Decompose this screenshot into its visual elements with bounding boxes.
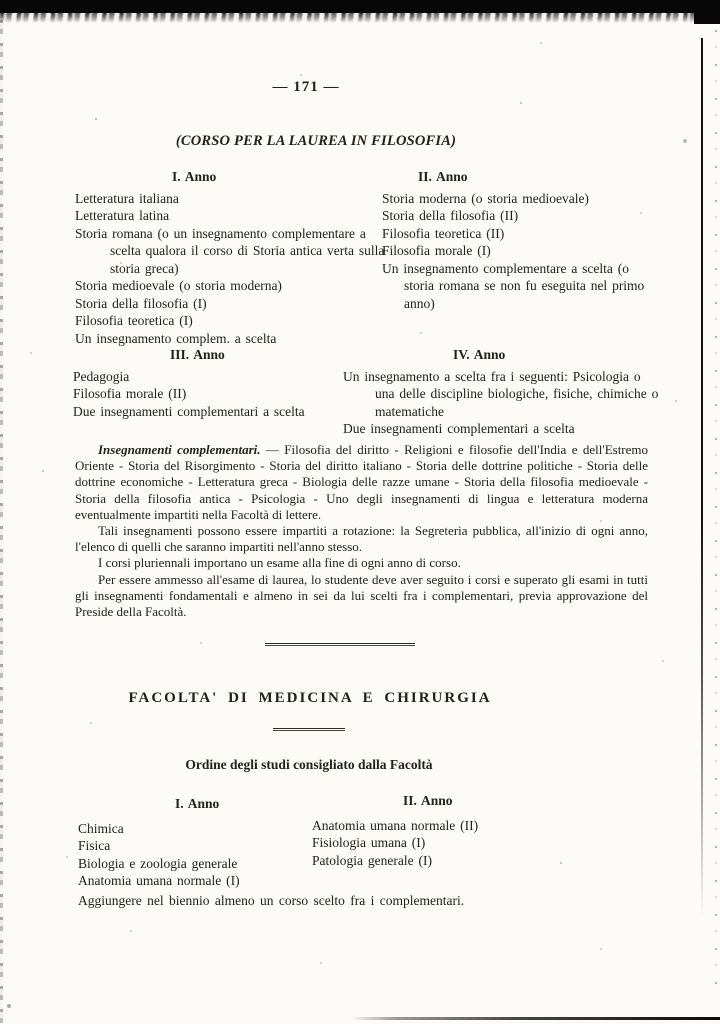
course-item: Pedagogia	[73, 368, 130, 384]
scan-edge-bottom-line	[350, 1017, 720, 1020]
course-item: Anatomia umana normale (II)	[312, 817, 479, 833]
course-item: Patologia generale (I)	[312, 852, 432, 868]
complementary-paragraph	[75, 442, 648, 523]
philosophy-year1-column	[75, 168, 395, 347]
body-paragraph: Tali insegnamenti possono essere impartiti a rotazione: la Segreteria pubblica, all'inizio di ogni anno, l'elenco di quelli che saranno impartiti nell'anno stesso.	[75, 523, 648, 555]
course-item: Anatomia umana normale (I)	[78, 873, 240, 888]
philosophy-notes	[75, 442, 648, 620]
course-item: Due insegnamenti complementari a scelta	[343, 421, 575, 436]
scan-page-fold-line	[701, 38, 703, 918]
course-item: Biologia e zoologia generale	[78, 855, 238, 871]
year-heading: II. Anno	[418, 169, 468, 184]
year-heading: IV. Anno	[453, 347, 506, 362]
scan-edge-top-ragged	[0, 12, 720, 23]
course-item: Filosofia morale (I)	[382, 243, 491, 258]
year-heading: I. Anno	[172, 169, 217, 184]
course-item: Un insegnamento a scelta fra i seguenti: Psicologia o una delle discipline biologiche, fisiche, chimiche o matematiche	[343, 368, 659, 419]
course-item: Storia romana (o un insegnamento complementare a scelta qualora il corso di Storia antica verta sulla storia greca)	[75, 225, 385, 276]
medicine-subtitle: Ordine degli studi consigliato dalla Facoltà	[185, 757, 433, 772]
medicine-note: Aggiungere nel biennio almeno un corso scelto fra i complementari.	[78, 893, 465, 908]
course-item: Un insegnamento complem. a scelta	[75, 330, 277, 346]
complementary-lead: Insegnamenti complementari.	[98, 442, 261, 457]
page-number: — 171 —	[272, 79, 340, 95]
course-item: Storia moderna (o storia medioevale)	[382, 190, 589, 206]
scan-noise-speckles	[0, 0, 2, 2]
course-item: Letteratura italiana	[75, 190, 179, 206]
course-item: Fisica	[78, 838, 111, 853]
course-item: Filosofia morale (II)	[73, 386, 187, 401]
course-item: Storia della filosofia (II)	[382, 208, 519, 223]
year-heading: II. Anno	[403, 793, 453, 808]
course-item: Due insegnamenti complementari a scelta	[73, 403, 305, 419]
medicine-faculty-title: FACOLTA' DI MEDICINA E CHIRURGIA	[128, 690, 492, 706]
medicine-year2-column	[312, 792, 597, 869]
body-paragraph: Per essere ammesso all'esame di laurea, lo studente deve aver seguito i corsi e superato gli esami in tutti gli insegnamenti fondamentali e almeno in sei da lui scelti fra i complementari, previa approvazione del Preside della Facoltà.	[75, 571, 648, 620]
section-divider	[265, 643, 415, 646]
course-item: Letteratura latina	[75, 208, 170, 223]
philosophy-year3-column	[73, 346, 373, 420]
philosophy-course-title: (CORSO PER LA LAUREA IN FILOSOFIA)	[175, 133, 457, 149]
scan-edge-left	[0, 20, 3, 1024]
course-item: Fisiologia umana (I)	[312, 835, 426, 850]
year-heading: I. Anno	[175, 796, 220, 811]
scan-corner-top-right	[694, 0, 720, 24]
course-item: Storia della filosofia (I)	[75, 295, 207, 311]
year-heading: III. Anno	[170, 347, 225, 362]
philosophy-year2-column	[382, 168, 654, 312]
course-item: Un insegnamento complementare a scelta (o storia romana se non fu eseguita nel primo anno)	[382, 260, 645, 311]
philosophy-year4-column	[343, 346, 659, 438]
course-item: Chimica	[78, 820, 124, 836]
complementary-text: — Filosofia del diritto - Religioni e filosofie dell'India e dell'Estremo Oriente - Storia del Risorgimento - Storia del diritto italiano - Storia delle dottrine politiche - Storia delle dottrine economiche - Letteratura greca - Biologia delle razze umane - Storia della filosofia medioevale - Storia della filosofia antica - Psicologia - Uno degli insegnamenti di lingua e letteratura moderna eventualmente impartiti nella Facoltà di lettere.	[75, 442, 649, 522]
scan-edge-right	[715, 30, 717, 990]
body-paragraph: I corsi pluriennali importano un esame alla fine di ogni anno di corso.	[98, 555, 461, 571]
course-item: Filosofia teoretica (II)	[382, 225, 505, 241]
course-item: Filosofia teoretica (I)	[75, 313, 193, 328]
medicine-year1-column	[78, 795, 323, 890]
course-item: Storia medioevale (o storia moderna)	[75, 278, 282, 293]
section-divider-small	[273, 728, 345, 731]
